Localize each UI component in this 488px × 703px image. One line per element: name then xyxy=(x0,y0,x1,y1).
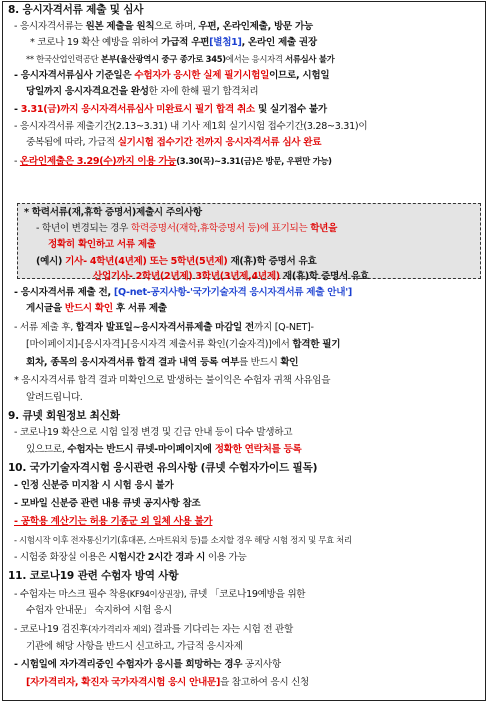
text: 정확한 연락처를 등록 xyxy=(214,444,302,455)
text: 공지사항 xyxy=(242,659,281,670)
s8-line-2 xyxy=(30,36,317,50)
s11-line-1 xyxy=(14,587,305,601)
text: , 온라인 제출 권장 xyxy=(241,37,317,48)
s11-line-5 xyxy=(14,658,281,672)
s11-line-3 xyxy=(14,622,293,636)
s8-line-9 xyxy=(14,154,332,168)
text: - 응시자격서류 제출 전, xyxy=(14,287,114,298)
text: 학력증명서(재학,휴학증명서 등)에 표기되는 xyxy=(130,223,311,234)
text: 이용 가능 xyxy=(205,552,247,563)
attachment-1-reference: [별첨1] xyxy=(209,37,242,48)
text: - 응시자격서류심사 기준일은 xyxy=(14,70,135,81)
text: * 코로나 19 확산 예방을 위하여 xyxy=(30,37,162,48)
s8b-line-5 xyxy=(26,356,298,370)
text: 까지 [Q-NET]- xyxy=(254,322,314,333)
s10-line-1: - 인정 신분증 미지참 시 시험 응시 불가 xyxy=(14,480,174,491)
text: 우편, 온라인제출, 방문 가능 xyxy=(198,21,313,32)
notice-line-3 xyxy=(36,255,316,269)
text: 합격자 발표일~응시자격서류제출 마감일 전 xyxy=(75,322,255,333)
text: - 학년이 변경되는 경우 xyxy=(36,223,131,234)
s8-line-7: - 응시자격서류 제출기간(2.13~3.31) 내 기사 제1회 실기시험 접수기간(3.28~3.31)이 xyxy=(14,121,368,132)
text: 시험시간 2시간 경과 시 xyxy=(108,552,206,563)
text: (KF94이상권장) xyxy=(126,589,184,599)
section-10-heading: 10. 국가기술자격시험 응시관련 유의사항 (큐넷 수험자가이드 필독) xyxy=(8,462,318,474)
s10-line-3: - 공학용 계산기는 허용 기종군 외 일체 사용 불가 xyxy=(14,516,213,527)
text: 본부(울산광역시 중구 종가로 345) xyxy=(100,54,226,64)
text: 이므로, xyxy=(269,70,303,81)
text: 결과를 기다리는 자는 시험 전 관할 xyxy=(150,624,293,635)
notice-line-1 xyxy=(36,222,337,236)
text: 가급적 우편 xyxy=(161,37,210,48)
s11-line-4: 기관에 해당 사항을 반드시 신고하고, 가급적 응시자제 xyxy=(26,641,243,652)
text: 게시글을 xyxy=(26,303,65,314)
text: - 코로나19 검진후 xyxy=(14,624,89,635)
text: 반드시 확인 xyxy=(64,303,113,314)
text: (자가격리자 제외) xyxy=(88,624,151,634)
s9-line-2 xyxy=(26,443,302,457)
text: 및 실기접수 불가 xyxy=(254,104,327,115)
section-9-heading: 9. 큐넷 회원정보 최신화 xyxy=(8,410,120,422)
text: 서류심사 불가 xyxy=(285,54,335,64)
notice-title: * 학력서류(재,휴학 증명서)제출시 주의사항 xyxy=(24,207,202,218)
s8b-line-3 xyxy=(14,321,314,335)
s10-line-4: - 시험시작 이후 전자통신기기(휴대폰, 스마트워치 등)를 소지할 경우 해당 시험 정지 및 무효 처리 xyxy=(14,535,352,545)
notice-line-2: 정확히 확인하고 서류 제출 xyxy=(48,239,156,250)
text: 재(휴)학 증명서 유효 xyxy=(279,271,369,282)
text: (3.30(목)~3.31(금)은 방문, 우편만 가능) xyxy=(176,156,332,166)
s8b-line-7: 알려드립니다. xyxy=(26,392,83,403)
text: - xyxy=(14,156,20,167)
notice-line-4 xyxy=(93,270,369,284)
s8-line-5 xyxy=(26,85,258,99)
text: 시험일 xyxy=(302,70,330,81)
text: 후 서류 제출 xyxy=(112,303,167,314)
s10-line-5 xyxy=(14,551,246,565)
text: 수험자는 반드시 큐넷-마이페이지에 xyxy=(67,444,215,455)
s8-line-1 xyxy=(14,20,313,34)
section-8-heading: 8. 응시자격서류 제출 및 심사 xyxy=(8,4,144,16)
text: 3.31(금)까지 응시자격서류심사 미완료시 필기 합격 취소 xyxy=(20,104,255,115)
s8-line-8 xyxy=(26,136,321,150)
text: - 수험자는 마스크 필수 착용 xyxy=(14,589,127,600)
s8b-line-2 xyxy=(26,302,167,316)
text: 원본 제출을 원칙 xyxy=(85,21,155,32)
text: 합격한 필기 xyxy=(292,339,341,350)
document-page xyxy=(2,1,486,701)
s9-line-1: - 코로나19 확산으로 시험 일정 변경 및 긴급 안내 등이 다수 발생하고 xyxy=(14,427,293,438)
s8-line-3 xyxy=(26,52,334,66)
text: 수험자가 응시한 실제 필기시험일 xyxy=(134,70,270,81)
text: ** 한국산업인력공단 xyxy=(26,54,101,64)
text: - 응시자격서류는 xyxy=(14,21,86,32)
s11-line-6 xyxy=(26,676,309,690)
s8-line-6 xyxy=(14,103,327,117)
text: 으로 하며, xyxy=(154,21,199,32)
text: , 큐넷 「코로나19예방을 위한 xyxy=(183,589,306,600)
text: 에서는 응시자격 xyxy=(225,54,286,64)
s10-line-2: - 모바일 신분증 관련 내용 큐넷 공지사항 참조 xyxy=(14,498,201,509)
text: - 시험중 화장실 이용은 xyxy=(14,552,109,563)
section-11-heading: 11. 코로나19 관련 수험자 방역 사항 xyxy=(8,570,179,582)
text: 한 자에 한해 필기 합격처리 xyxy=(148,86,259,97)
text: - 시험일에 자가격리중인 수험자가 응시를 희망하는 경우 xyxy=(14,659,243,670)
text: 기사- 4학년(4년제) 또는 5학년(5년제) xyxy=(65,256,228,267)
text: 실기시험 접수기간 전까지 응시자격서류 심사 완료 xyxy=(117,137,322,148)
text: 있으므로, xyxy=(26,444,68,455)
s8b-line-4 xyxy=(26,338,340,352)
text: 산업기사- 2학년(2년제) 3학년(3년제,4년제) xyxy=(93,271,280,282)
text: 당일까지 응시자격요건을 완성 xyxy=(26,86,149,97)
text: [자가격리자, 확진자 국가자격시험 응시 안내문] xyxy=(26,677,221,688)
text: 을 참고하여 응시 신청 xyxy=(220,677,310,688)
qnet-notice-link[interactable]: [Q-net-공지사항-'국가기술자격 응시자격서류 제출 안내'] xyxy=(113,287,352,298)
text: 확인 xyxy=(280,357,299,368)
text: 온라인제출은 3.29(수)까지 이용 가능 xyxy=(19,156,177,167)
text: 중복됨에 따라, 가급적 xyxy=(26,137,118,148)
s11-line-2: 수험자 안내문」 숙지하여 시험 응시 xyxy=(26,605,172,616)
text: 학년을 xyxy=(310,223,338,234)
text: [마이페이지]-[응시자격]-[응시자격 제출서류 확인(기술자격)]에서 xyxy=(26,339,293,350)
text: 재(휴)학 증명서 유효 xyxy=(227,256,317,267)
text: - xyxy=(14,104,21,115)
text: 회차, 종목의 응시자격서류 합격 결과 내역 등록 여부 xyxy=(26,357,239,368)
s8b-line-1 xyxy=(14,286,352,300)
s8b-line-6: * 응시자격서류 합격 결과 미확인으로 발생하는 불이익은 수험자 귀책 사유임을 xyxy=(14,375,331,386)
text: 를 반드시 xyxy=(238,357,281,368)
text: (예시) xyxy=(36,256,66,267)
text: - 서류 제출 후, xyxy=(14,322,76,333)
s8-line-4 xyxy=(14,69,329,83)
